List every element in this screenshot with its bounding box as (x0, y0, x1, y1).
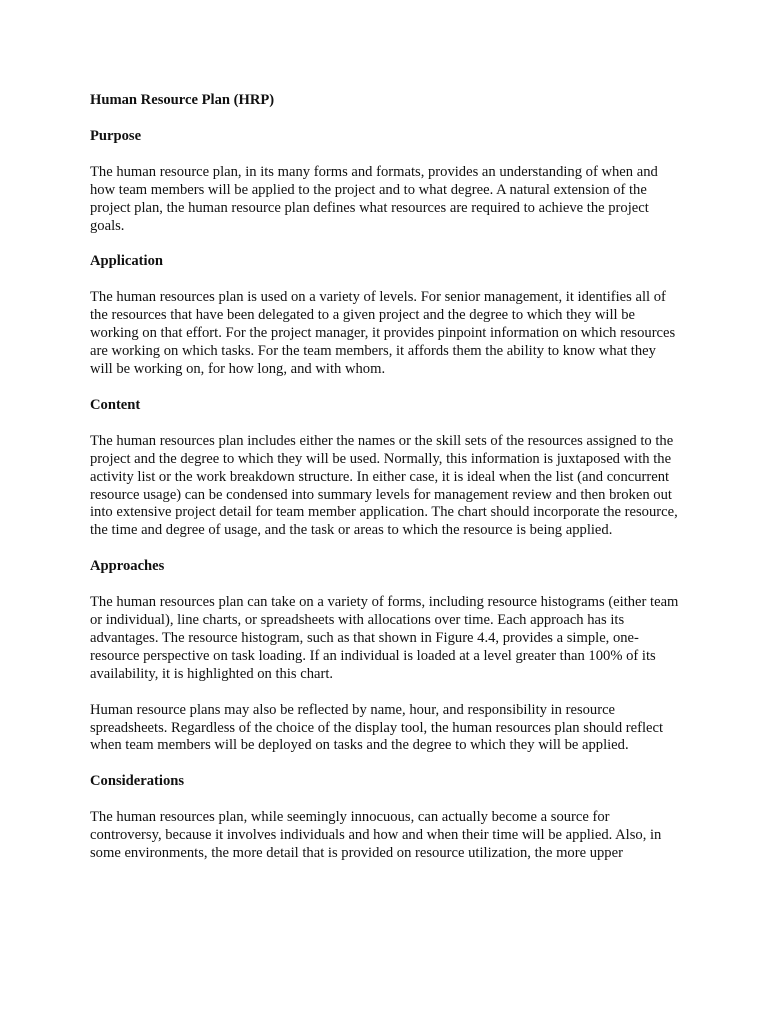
content-paragraph: The human resources plan includes either the names or the skill sets of the resources assigned to the project and the degree to which they will be used. Normally, this information is juxtaposed with the activity list or the work breakdown structure. In either case, it is ideal when the list (and concurrent resource usage) can be condensed into summary levels for management review and then broken out into extensive project detail for team member application. The chart should incorporate the resource, the time and degree of usage, and the task or areas to which the resource is being applied. (90, 432, 678, 539)
considerations-paragraph: The human resources plan, while seemingly innocuous, can actually become a source for controversy, because it involves individuals and how and when their time will be applied. Also, in some environments, the more detail that is provided on resource utilization, the more upper (90, 809, 662, 862)
section-content (90, 397, 682, 540)
section-approaches (90, 558, 682, 755)
section-heading-application: Application (90, 253, 163, 270)
purpose-paragraph: The human resource plan, in its many forms and formats, provides an understanding of when and how team members will be applied to the project and to what degree. A natural extension of the project plan, the human resource plan defines what resources are required to achieve the project goals. (90, 163, 658, 234)
section-heading-purpose: Purpose (90, 127, 142, 144)
section-heading-considerations: Considerations (90, 773, 185, 790)
application-paragraph: The human resources plan is used on a variety of levels. For senior management, it identifies all of the resources that have been delegated to a given project and the degree to which they will be working on that effort. For the project manager, it provides pinpoint information on which resources are working on which tasks. For the team members, it affords them the ability to know what they will be working on, for how long, and with whom. (90, 289, 676, 377)
document-title: Human Resource Plan (HRP) (90, 92, 275, 108)
section-purpose (90, 128, 682, 236)
approaches-paragraph-1: The human resources plan can take on a variety of forms, including resource histograms (either team or individual), line charts, or spreadsheets with allocations over time. Each approach has its advantages. The resource histogram, such as that shown in Figure 4.4, provides a simple, one-resource perspective on task loading. If an individual is loaded at a level greater than 100% of its availability, it is highlighted on this chart. (90, 594, 679, 682)
section-heading-content: Content (90, 396, 141, 413)
section-heading-approaches: Approaches (90, 558, 165, 575)
section-considerations (90, 773, 682, 863)
document-page (90, 92, 682, 863)
approaches-paragraph-2: Human resource plans may also be reflected by name, hour, and responsibility in resource spreadsheets. Regardless of the choice of the display tool, the human resources plan should reflect when team members will be deployed on tasks and the degree to which they will be applied. (90, 701, 664, 754)
section-application (90, 253, 682, 378)
